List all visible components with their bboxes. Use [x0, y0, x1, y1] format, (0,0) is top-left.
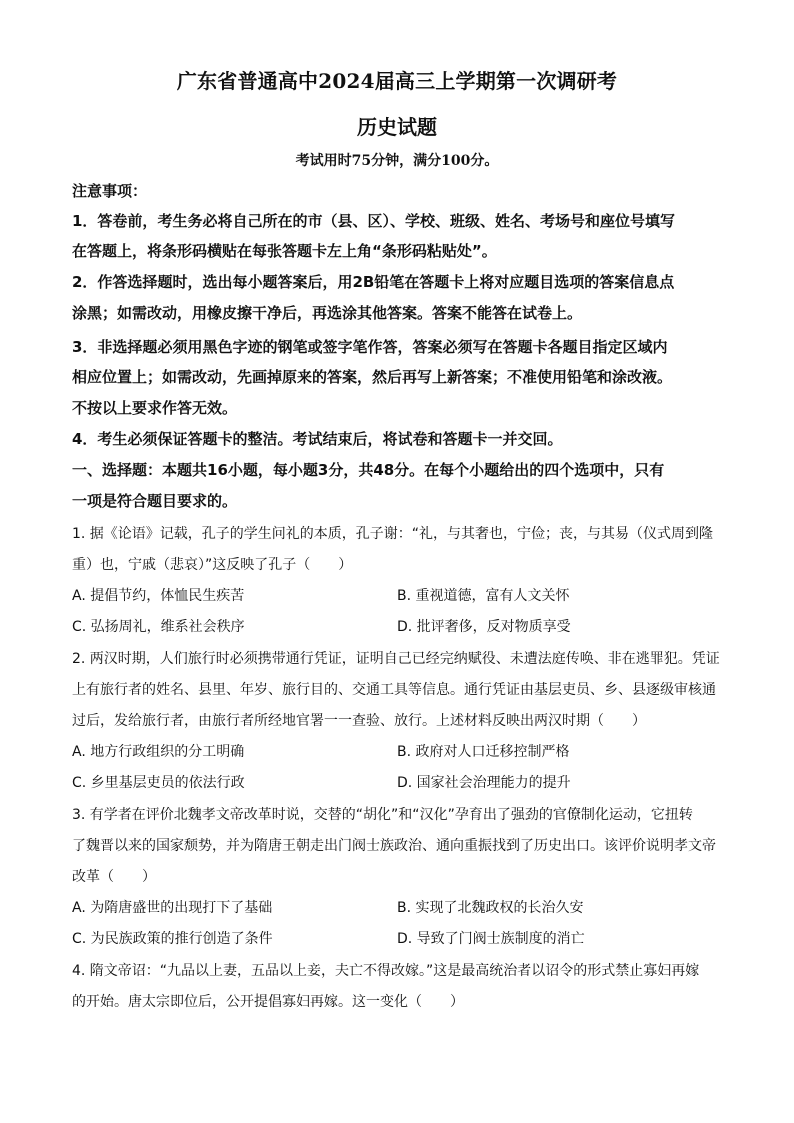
- notes-line: 1．答卷前，考生务必将自己所在的市（县、区）、学校、班级、姓名、考场号和座位号填写: [72, 212, 675, 230]
- question-3-option-d[interactable]: D. 导致了门阀士族制度的消亡: [397, 931, 585, 947]
- question-3-text: 3. 有学者在评价北魏孝文帝改革时说，交替的“胡化”和“汉化”孕育出了强劲的官僚制化运动，它扭转: [72, 807, 693, 823]
- section-heading: 一、选择题：本题共16小题，每小题3分，共48分。在每个小题给出的四个选项中，只有: [72, 461, 665, 479]
- question-3-option-a[interactable]: A. 为隋唐盛世的出现打下了基础: [72, 900, 273, 916]
- notes-heading: 注意事项：: [72, 182, 148, 200]
- question-3-text: 了魏晋以来的国家颓势，并为隋唐王朝走出门阀士族政治、通向重振找到了历史出口。该评价说明孝文帝: [72, 838, 716, 854]
- question-1-text: 重）也，宁戚（悲哀）”这反映了孔子（ ）: [72, 557, 353, 573]
- notes-line: 4．考生必须保证答题卡的整洁。考试结束后，将试卷和答题卡一并交回。: [72, 430, 563, 448]
- question-2-option-d[interactable]: D. 国家社会治理能力的提升: [397, 775, 571, 791]
- notes-line: 涂黑；如需改动，用橡皮擦干净后，再选涂其他答案。答案不能答在试卷上。: [72, 304, 583, 322]
- question-4-text: 4. 隋文帝诏：“九品以上妻，五品以上妾，夫亡不得改嫁。”这是最高统治者以诏令的形式禁止寡妇再嫁: [72, 963, 700, 979]
- question-2-option-a[interactable]: A. 地方行政组织的分工明确: [72, 744, 245, 760]
- question-3-option-b[interactable]: B. 实现了北魏政权的长治久安: [397, 900, 584, 916]
- question-3-option-c[interactable]: C. 为民族政策的推行创造了条件: [72, 931, 273, 947]
- subject-title: 历史试题: [357, 115, 437, 139]
- question-1-option-c[interactable]: C. 弘扬周礼，维系社会秩序: [72, 619, 245, 635]
- question-2-option-b[interactable]: B. 政府对人口迁移控制严格: [397, 744, 570, 760]
- notes-line: 相应位置上；如需改动，先画掉原来的答案，然后再写上新答案；不准使用铅笔和涂改液。: [72, 368, 673, 386]
- question-4-text: 的开始。唐太宗即位后，公开提倡寡妇再嫁。这一变化（ ）: [72, 994, 464, 1010]
- exam-title: 广东省普通高中2024届高三上学期第一次调研考: [176, 69, 618, 93]
- notes-line: 不按以上要求作答无效。: [72, 399, 238, 417]
- question-1-text: 1. 据《论语》记载，孔子的学生问礼的本质，孔子谢：“礼，与其奢也，宁俭；丧，与其易（仪式周到隆: [72, 526, 714, 542]
- question-1-option-d[interactable]: D. 批评奢侈，反对物质享受: [397, 619, 571, 635]
- notes-line: 2．作答选择题时，选出每小题答案后，用2B铅笔在答题卡上将对应题目选项的答案信息点: [72, 273, 675, 291]
- notes-line: 3．非选择题必须用黑色字迹的钢笔或签字笔作答，答案必须写在答题卡各题目指定区域内: [72, 338, 668, 356]
- question-2-option-c[interactable]: C. 乡里基层吏员的依法行政: [72, 775, 245, 791]
- question-3-text: 改革（ ）: [72, 869, 156, 885]
- section-heading: 一项是符合题目要求的。: [72, 492, 238, 510]
- question-2-text: 2. 两汉时期，人们旅行时必须携带通行凭证，证明自己已经完纳赋役、未遭法庭传唤、非在逃罪犯。凭证: [72, 651, 720, 667]
- question-2-text: 过后，发给旅行者，由旅行者所经地官署一一查验、放行。上述材料反映出两汉时期（ ）: [72, 713, 646, 729]
- notes-line: 在答题上，将条形码横贴在每张答题卡左上角“条形码粘贴处”。: [72, 242, 497, 260]
- question-1-option-b[interactable]: B. 重视道德，富有人文关怀: [397, 588, 570, 604]
- question-1-option-a[interactable]: A. 提倡节约，体恤民生疾苦: [72, 588, 245, 604]
- question-2-text: 上有旅行者的姓名、县里、年岁、旅行目的、交通工具等信息。通行凭证由基层吏员、乡、县逐级审核通: [72, 682, 716, 698]
- exam-info: 考试用时75分钟，满分100分。: [295, 153, 499, 169]
